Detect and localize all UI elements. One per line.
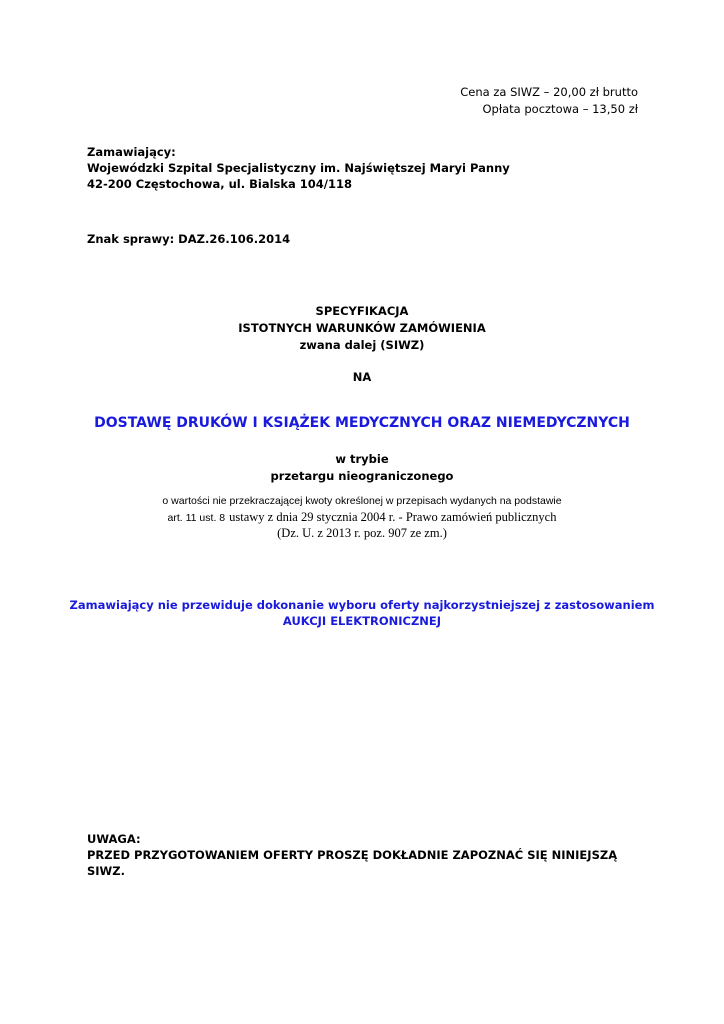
auction-notice bbox=[0, 597, 724, 629]
orderer-name: Wojewódzki Szpital Specjalistyczny im. Najświętszej Maryi Panny bbox=[87, 161, 510, 175]
warning-line-2: SIWZ. bbox=[87, 864, 125, 878]
orderer-address: 42-200 Częstochowa, ul. Bialska 104/118 bbox=[87, 177, 352, 191]
orderer-label: Zamawiający: bbox=[87, 145, 176, 159]
legal-line-2-act: ustawy z dnia 29 stycznia 2004 r. - Prawo zamówień publicznych bbox=[229, 510, 557, 524]
specification-heading bbox=[0, 303, 724, 354]
auction-line-1: Zamawiający nie przewiduje dokonanie wyboru oferty najkorzystniejszej z zastosowaniem bbox=[69, 598, 655, 612]
mode-line-2: przetargu nieograniczonego bbox=[270, 469, 454, 483]
spec-line-3: zwana dalej (SIWZ) bbox=[299, 338, 425, 352]
legal-basis bbox=[0, 494, 724, 541]
case-number: Znak sprawy: DAZ.26.106.2014 bbox=[87, 232, 291, 246]
spec-line-2: ISTOTNYCH WARUNKÓW ZAMÓWIENIA bbox=[238, 321, 486, 335]
price-info bbox=[460, 84, 638, 118]
na-heading: NA bbox=[352, 370, 372, 384]
mode-line-1: w trybie bbox=[335, 452, 389, 466]
warning-block bbox=[87, 831, 617, 879]
postal-fee: Opłata pocztowa – 13,50 zł bbox=[482, 102, 638, 116]
legal-line-2-article: art. 11 ust. 8 bbox=[167, 512, 226, 524]
auction-line-2: AUKCJI ELEKTRONICZNEJ bbox=[282, 614, 442, 628]
order-subject: DOSTAWĘ DRUKÓW I KSIĄŻEK MEDYCZNYCH ORAZ NIEMEDYCZNYCH bbox=[94, 415, 630, 431]
legal-line-3: (Dz. U. z 2013 r. poz. 907 ze zm.) bbox=[277, 526, 447, 540]
orderer-block bbox=[87, 144, 510, 192]
procedure-mode bbox=[0, 451, 724, 485]
legal-line-1: o wartości nie przekraczającej kwoty określonej w przepisach wydanych na podstawie bbox=[162, 495, 562, 507]
siwz-price: Cena za SIWZ – 20,00 zł brutto bbox=[460, 85, 638, 99]
warning-line-1: PRZED PRZYGOTOWANIEM OFERTY PROSZĘ DOKŁADNIE ZAPOZNAĆ SIĘ NINIEJSZĄ bbox=[87, 848, 618, 862]
spec-line-1: SPECYFIKACJA bbox=[315, 304, 409, 318]
warning-label: UWAGA: bbox=[87, 832, 141, 846]
